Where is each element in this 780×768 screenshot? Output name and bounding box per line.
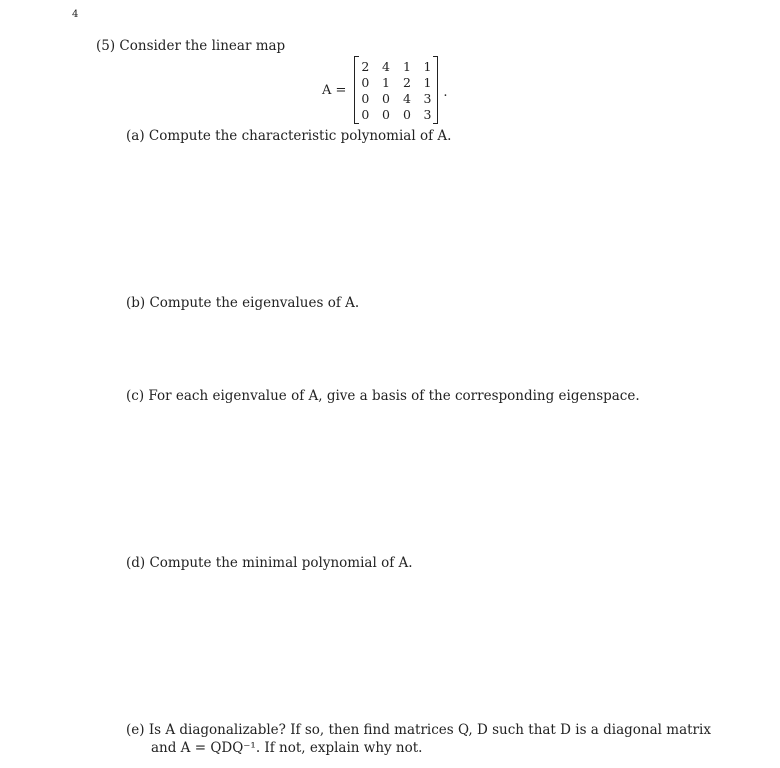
page-number: 4: [72, 9, 79, 20]
matrix-cell: 1: [423, 74, 432, 90]
matrix-cell: 0: [381, 90, 390, 106]
part-e-line-2: and A = QDQ⁻¹. If not, explain why not.: [151, 740, 423, 756]
matrix-cell: 1: [402, 58, 411, 74]
matrix-cell: 3: [423, 90, 432, 106]
part-e-question: [126, 721, 711, 757]
equation-period: .: [443, 84, 448, 100]
matrix-cell: 3: [423, 106, 432, 122]
matrix-row: [361, 106, 431, 122]
matrix-cell: 0: [381, 106, 390, 122]
matrix-row: [361, 58, 431, 74]
matrix-cell: 4: [402, 90, 411, 106]
part-a-question: (a) Compute the characteristic polynomial of A.: [126, 128, 452, 144]
matrix-cell: 0: [361, 90, 370, 106]
part-c-question: (c) For each eigenvalue of A, give a basis of the corresponding eigenspace.: [126, 388, 640, 404]
matrix-row: [361, 90, 431, 106]
matrix-equation: [322, 56, 448, 124]
matrix-cell: 4: [381, 58, 390, 74]
matrix-cell: 0: [402, 106, 411, 122]
matrix-cell: 2: [361, 58, 370, 74]
equation-lhs: A =: [322, 82, 347, 98]
matrix-cell: 0: [361, 74, 370, 90]
part-d-question: (d) Compute the minimal polynomial of A.: [126, 555, 413, 571]
problem-header: (5) Consider the linear map: [96, 38, 286, 54]
matrix-cell: 1: [381, 74, 390, 90]
matrix-cell: 0: [361, 106, 370, 122]
matrix-a: [354, 56, 438, 124]
matrix-cell: 2: [402, 74, 411, 90]
part-b-question: (b) Compute the eigenvalues of A.: [126, 295, 360, 311]
part-e-line-1: (e) Is A diagonalizable? If so, then find matrices Q, D such that D is a diagonal matrix: [126, 722, 711, 738]
matrix-cell: 1: [423, 58, 432, 74]
matrix-row: [361, 74, 431, 90]
